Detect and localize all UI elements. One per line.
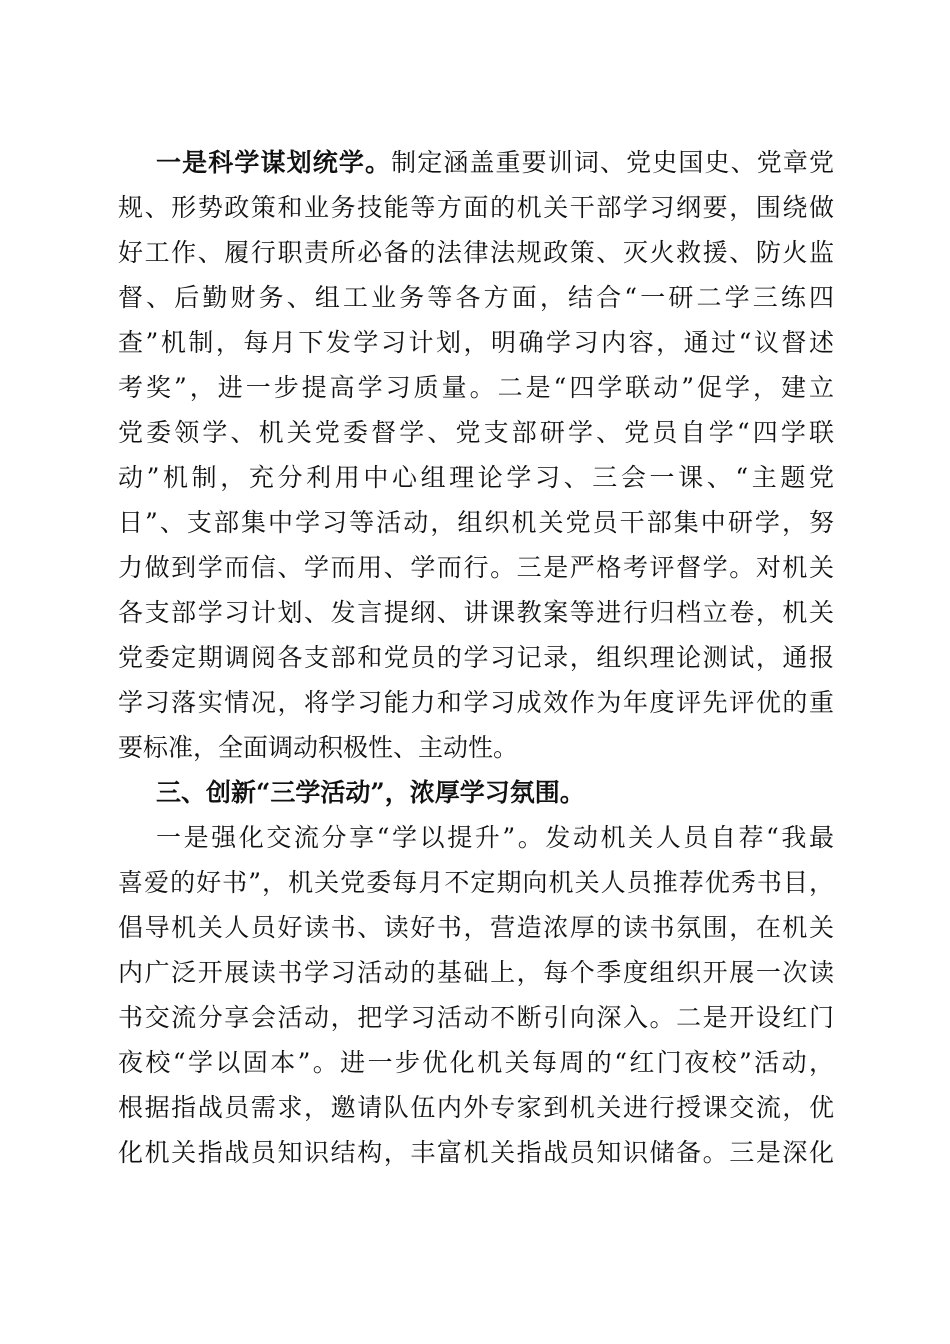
paragraph-1-line-8: 动”机制，充分利用中心组理论学习、三会一课、“主题党: [118, 463, 834, 492]
paragraph-1-line-1-text: 制定涵盖重要训词、党史国史、党章党: [391, 148, 834, 177]
paragraph-1-lead: 一是科学谋划统学。: [156, 148, 392, 177]
paragraph-1-line-10: 力做到学而信、学而用、学而行。三是严格考评督学。对机关: [118, 553, 834, 582]
paragraph-2-line-8: 化机关指战员知识结构，丰富机关指战员知识储备。三是深化: [118, 1138, 834, 1167]
paragraph-1-line-12: 党委定期调阅各支部和党员的学习记录，组织理论测试，通报: [118, 643, 834, 672]
paragraph-1-line-7: 党委领学、机关党委督学、党支部研学、党员自学“四学联: [118, 418, 834, 447]
paragraph-2-line-4: 内广泛开展读书学习活动的基础上，每个季度组织开展一次读: [118, 958, 834, 987]
paragraph-1-line-3: 好工作、履行职责所必备的法律法规政策、灭火救援、防火监: [118, 238, 834, 267]
paragraph-1-line-6: 考奖”，进一步提高学习质量。二是“四学联动”促学，建立: [118, 373, 834, 402]
paragraph-1-line-9: 日”、支部集中学习等活动，组织机关党员干部集中研学，努: [118, 508, 834, 537]
paragraph-1-line-5: 查”机制，每月下发学习计划，明确学习内容，通过“议督述: [118, 328, 834, 357]
section-heading-3: 三、创新“三学活动”，浓厚学习氛围。: [156, 778, 585, 807]
paragraph-2-line-2: 喜爱的好书”，机关党委每月不定期向机关人员推荐优秀书目，: [118, 868, 834, 897]
document-page: [118, 140, 834, 1175]
paragraph-1-line-1: [118, 140, 834, 185]
paragraph-1-line-2: 规、形势政策和业务技能等方面的机关干部学习纲要，围绕做: [118, 193, 834, 222]
paragraph-2-line-7: 根据指战员需求，邀请队伍内外专家到机关进行授课交流，优: [118, 1093, 834, 1122]
paragraph-1-line-14: 要标准，全面调动积极性、主动性。: [118, 733, 519, 762]
paragraph-2-line-5: 书交流分享会活动，把学习活动不断引向深入。二是开设红门: [118, 1003, 834, 1032]
paragraph-2-line-6: 夜校“学以固本”。进一步优化机关每周的“红门夜校”活动，: [118, 1048, 834, 1077]
paragraph-1-line-13: 学习落实情况，将学习能力和学习成效作为年度评先评优的重: [118, 688, 834, 717]
paragraph-1-line-4: 督、后勤财务、组工业务等各方面，结合“一研二学三练四: [118, 283, 834, 312]
paragraph-2-line-3: 倡导机关人员好读书、读好书，营造浓厚的读书氛围，在机关: [118, 913, 834, 942]
paragraph-2-line-1: 一是强化交流分享“学以提升”。发动机关人员自荐“我最: [156, 823, 834, 852]
paragraph-1-line-11: 各支部学习计划、发言提纲、讲课教案等进行归档立卷，机关: [118, 598, 834, 627]
